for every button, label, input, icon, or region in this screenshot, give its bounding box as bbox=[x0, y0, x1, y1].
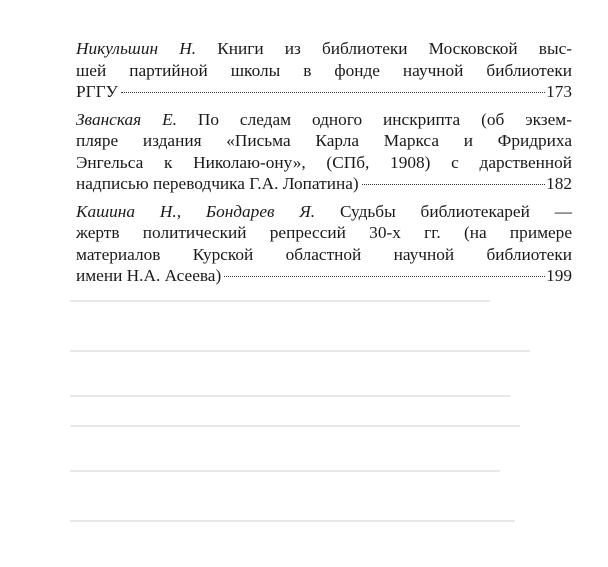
entry-last-line bbox=[76, 265, 572, 287]
entry-author: Званская Е. bbox=[76, 109, 177, 129]
entry-line bbox=[76, 201, 572, 223]
dot-leader bbox=[224, 276, 545, 277]
entry-line bbox=[76, 109, 572, 131]
page-number: 173 bbox=[546, 82, 572, 101]
table-of-contents bbox=[76, 38, 572, 293]
entry-title-part: Книги из библиотеки Московской выс- bbox=[217, 39, 572, 58]
entry-title-end: РГГУ bbox=[76, 82, 118, 101]
entry-last-line bbox=[76, 173, 572, 195]
entry-line bbox=[76, 38, 572, 60]
entry-line: шей партийной школы в фонде научной библиотеки bbox=[76, 60, 572, 80]
entry-title-part: По следам одного инскрипта (об экзем- bbox=[197, 109, 572, 129]
dot-leader bbox=[121, 92, 545, 93]
entry-line: жертв политический репрессий 30-х гг. (на примере bbox=[76, 223, 572, 242]
entry-title-end: надписью переводчика Г.А. Лопатина) bbox=[76, 174, 359, 193]
dot-leader bbox=[362, 184, 545, 185]
toc-entry[interactable] bbox=[76, 38, 572, 103]
entry-line: Энгельса к Николаю-ону», (СПб, 1908) с дарственной bbox=[76, 152, 572, 172]
entry-author: Кашина Н., Бондарев Я. bbox=[76, 201, 316, 221]
entry-title-end: имени Н.А. Асеева) bbox=[76, 266, 222, 285]
toc-entry[interactable] bbox=[76, 109, 572, 195]
entry-last-line bbox=[76, 81, 572, 103]
entry-line: пляре издания «Письма Карла Маркса и Фридриха bbox=[76, 131, 572, 150]
toc-entry[interactable] bbox=[76, 201, 572, 287]
page-number: 182 bbox=[546, 174, 572, 193]
page-number: 199 bbox=[546, 266, 572, 285]
entry-line: материалов Курской областной научной библиотеки bbox=[76, 244, 572, 264]
entry-author: Никульшин Н. bbox=[76, 39, 197, 58]
entry-title-part: Судьбы библиотекарей — bbox=[339, 201, 572, 221]
